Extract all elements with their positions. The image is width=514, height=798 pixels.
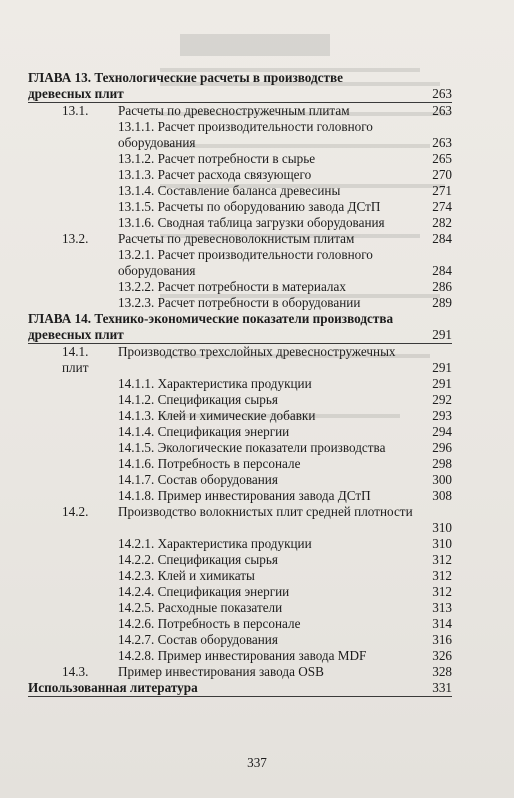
toc-page-number: 291 bbox=[432, 376, 452, 391]
toc-section-entry bbox=[28, 664, 452, 680]
toc-entry-title: 13.1.3. Расчет расхода связующего bbox=[118, 167, 312, 182]
toc-entry-title: 13.1.6. Сводная таблица загрузки оборудования bbox=[118, 215, 385, 230]
toc-entry-title bbox=[62, 344, 422, 376]
toc-page-number: 298 bbox=[432, 456, 452, 471]
toc-subsection-entry bbox=[28, 584, 452, 600]
toc-page-number: 282 bbox=[432, 215, 452, 230]
toc-subsection-entry bbox=[28, 167, 452, 183]
toc-entry-title: 14.1.7. Состав оборудования bbox=[118, 472, 278, 487]
toc-subsection-entry bbox=[28, 215, 452, 231]
toc-section-number: 13.1. bbox=[62, 103, 89, 118]
toc-section-number: 13.2. bbox=[62, 231, 89, 246]
toc-page-number: 291 bbox=[432, 327, 452, 342]
chapter-underline bbox=[28, 696, 452, 697]
toc-page-number: 312 bbox=[432, 584, 452, 599]
toc-page-number: 294 bbox=[432, 424, 452, 439]
toc-section-entry bbox=[28, 344, 452, 376]
toc-page-number: 263 bbox=[432, 103, 452, 118]
toc-subsection-entry bbox=[28, 568, 452, 584]
toc-page-number: 310 bbox=[432, 536, 452, 551]
toc-entry-title bbox=[62, 504, 422, 520]
toc-page-number: 331 bbox=[432, 680, 452, 695]
toc-subsection-entry bbox=[28, 616, 452, 632]
toc-section-number: 14.1. bbox=[62, 344, 89, 359]
toc-section-number: 14.3. bbox=[62, 664, 89, 679]
toc-entry-title: 14.2.8. Пример инвестирования завода MDF bbox=[118, 648, 367, 663]
toc-page-number: 292 bbox=[432, 392, 452, 407]
toc-entry-title: 14.2.5. Расходные показатели bbox=[118, 600, 283, 615]
toc-page-number: 270 bbox=[432, 167, 452, 182]
toc-entry-title: 13.2.3. Расчет потребности в оборудовании bbox=[118, 295, 361, 310]
toc-chapter-entry bbox=[28, 680, 452, 696]
toc-entry-title: 14.1.1. Характеристика продукции bbox=[118, 376, 312, 391]
toc-subsection-entry bbox=[28, 151, 452, 167]
toc-subsection-entry bbox=[28, 392, 452, 408]
toc-page-number: 289 bbox=[432, 295, 452, 310]
toc-entry-title: Использованная литература bbox=[28, 680, 198, 695]
toc-subsection-entry bbox=[28, 632, 452, 648]
toc-subsection-entry bbox=[28, 648, 452, 664]
page-number: 337 bbox=[247, 755, 267, 770]
table-of-contents bbox=[28, 70, 452, 697]
toc-section-entry bbox=[28, 103, 452, 119]
toc-entry-title: 14.1.6. Потребность в персонале bbox=[118, 456, 301, 471]
toc-page-number: 265 bbox=[432, 151, 452, 166]
toc-entry-title: ГЛАВА 14. Технико-экономические показатели производства древесных плит bbox=[28, 311, 394, 342]
toc-subsection-entry bbox=[28, 472, 452, 488]
toc-section-entry bbox=[28, 504, 452, 536]
toc-section-title: Производство трехслойных древесностружечных плит bbox=[62, 344, 396, 375]
toc-page-number: 312 bbox=[432, 568, 452, 583]
toc-section-entry bbox=[28, 231, 452, 247]
toc-page-number: 328 bbox=[432, 664, 452, 679]
toc-subsection-entry bbox=[28, 552, 452, 568]
toc-chapter-entry bbox=[28, 70, 452, 102]
toc-subsection-entry bbox=[28, 440, 452, 456]
toc-entry-title: 13.2.1. Расчет производительности головного оборудования bbox=[118, 247, 373, 278]
toc-subsection-entry bbox=[28, 119, 452, 151]
toc-page-number: 291 bbox=[432, 360, 452, 375]
toc-entry-title: 14.1.3. Клей и химические добавки bbox=[118, 408, 316, 423]
toc-entry-title: 14.2.4. Спецификация энергии bbox=[118, 584, 290, 599]
toc-entry-title: 14.2.1. Характеристика продукции bbox=[118, 536, 312, 551]
toc-chapter-entry bbox=[28, 311, 452, 343]
toc-section-number: 14.2. bbox=[62, 504, 89, 519]
toc-entry-title: 14.1.5. Экологические показатели производства bbox=[118, 440, 386, 455]
toc-section-title: Пример инвестирования завода OSB bbox=[118, 664, 324, 679]
toc-page-number: 296 bbox=[432, 440, 452, 455]
toc-entry-title bbox=[62, 231, 422, 247]
toc-entry-title: 14.2.3. Клей и химикаты bbox=[118, 568, 255, 583]
toc-subsection-entry bbox=[28, 183, 452, 199]
toc-subsection-entry bbox=[28, 600, 452, 616]
toc-page-number: 286 bbox=[432, 279, 452, 294]
toc-entry-title: 13.2.2. Расчет потребности в материалах bbox=[118, 279, 346, 294]
toc-subsection-entry bbox=[28, 247, 452, 279]
toc-entry-title: 14.1.2. Спецификация сырья bbox=[118, 392, 278, 407]
toc-entry-title: 14.1.8. Пример инвестирования завода ДСтП bbox=[118, 488, 371, 503]
toc-subsection-entry bbox=[28, 456, 452, 472]
toc-page-number: 284 bbox=[432, 263, 452, 278]
toc-section-title: Производство волокнистых плит средней плотности bbox=[118, 504, 413, 519]
toc-subsection-entry bbox=[28, 295, 452, 311]
toc-page-number: 263 bbox=[432, 135, 452, 150]
toc-page-number: 293 bbox=[432, 408, 452, 423]
toc-subsection-entry bbox=[28, 376, 452, 392]
toc-entry-title: 14.1.4. Спецификация энергии bbox=[118, 424, 290, 439]
toc-entry-title: 13.1.2. Расчет потребности в сырье bbox=[118, 151, 316, 166]
toc-entry-title: 14.2.7. Состав оборудования bbox=[118, 632, 278, 647]
toc-page-number: 312 bbox=[432, 552, 452, 567]
toc-subsection-entry bbox=[28, 408, 452, 424]
toc-entry-title: 14.2.2. Спецификация сырья bbox=[118, 552, 278, 567]
toc-page-number: 284 bbox=[432, 231, 452, 246]
toc-page-number: 300 bbox=[432, 472, 452, 487]
toc-entry-title: 13.1.5. Расчеты по оборудованию завода ДСтП bbox=[118, 199, 381, 214]
toc-page-number: 274 bbox=[432, 199, 452, 214]
toc-page-number: 263 bbox=[432, 86, 452, 101]
toc-page-number: 310 bbox=[432, 520, 452, 535]
toc-entry-title: 14.2.6. Потребность в персонале bbox=[118, 616, 301, 631]
toc-entry-title: ГЛАВА 13. Технологические расчеты в производстве древесных плит bbox=[28, 70, 343, 101]
toc-subsection-entry bbox=[28, 488, 452, 504]
toc-section-title: Расчеты по древесностружечным плитам bbox=[118, 103, 350, 118]
toc-subsection-entry bbox=[28, 199, 452, 215]
toc-section-title: Расчеты по древесноволокнистым плитам bbox=[118, 231, 355, 246]
toc-entry-title bbox=[62, 664, 422, 680]
toc-page-number: 314 bbox=[432, 616, 452, 631]
toc-subsection-entry bbox=[28, 279, 452, 295]
toc-page-number: 308 bbox=[432, 488, 452, 503]
toc-entry-title: 13.1.1. Расчет производительности головного оборудования bbox=[118, 119, 373, 150]
toc-page-number: 326 bbox=[432, 648, 452, 663]
toc-entry-title: 13.1.4. Составление баланса древесины bbox=[118, 183, 341, 198]
toc-subsection-entry bbox=[28, 424, 452, 440]
toc-page-number: 316 bbox=[432, 632, 452, 647]
toc-subsection-entry bbox=[28, 536, 452, 552]
toc-page-number: 313 bbox=[432, 600, 452, 615]
toc-page-number: 271 bbox=[432, 183, 452, 198]
toc-entry-title bbox=[62, 103, 422, 119]
